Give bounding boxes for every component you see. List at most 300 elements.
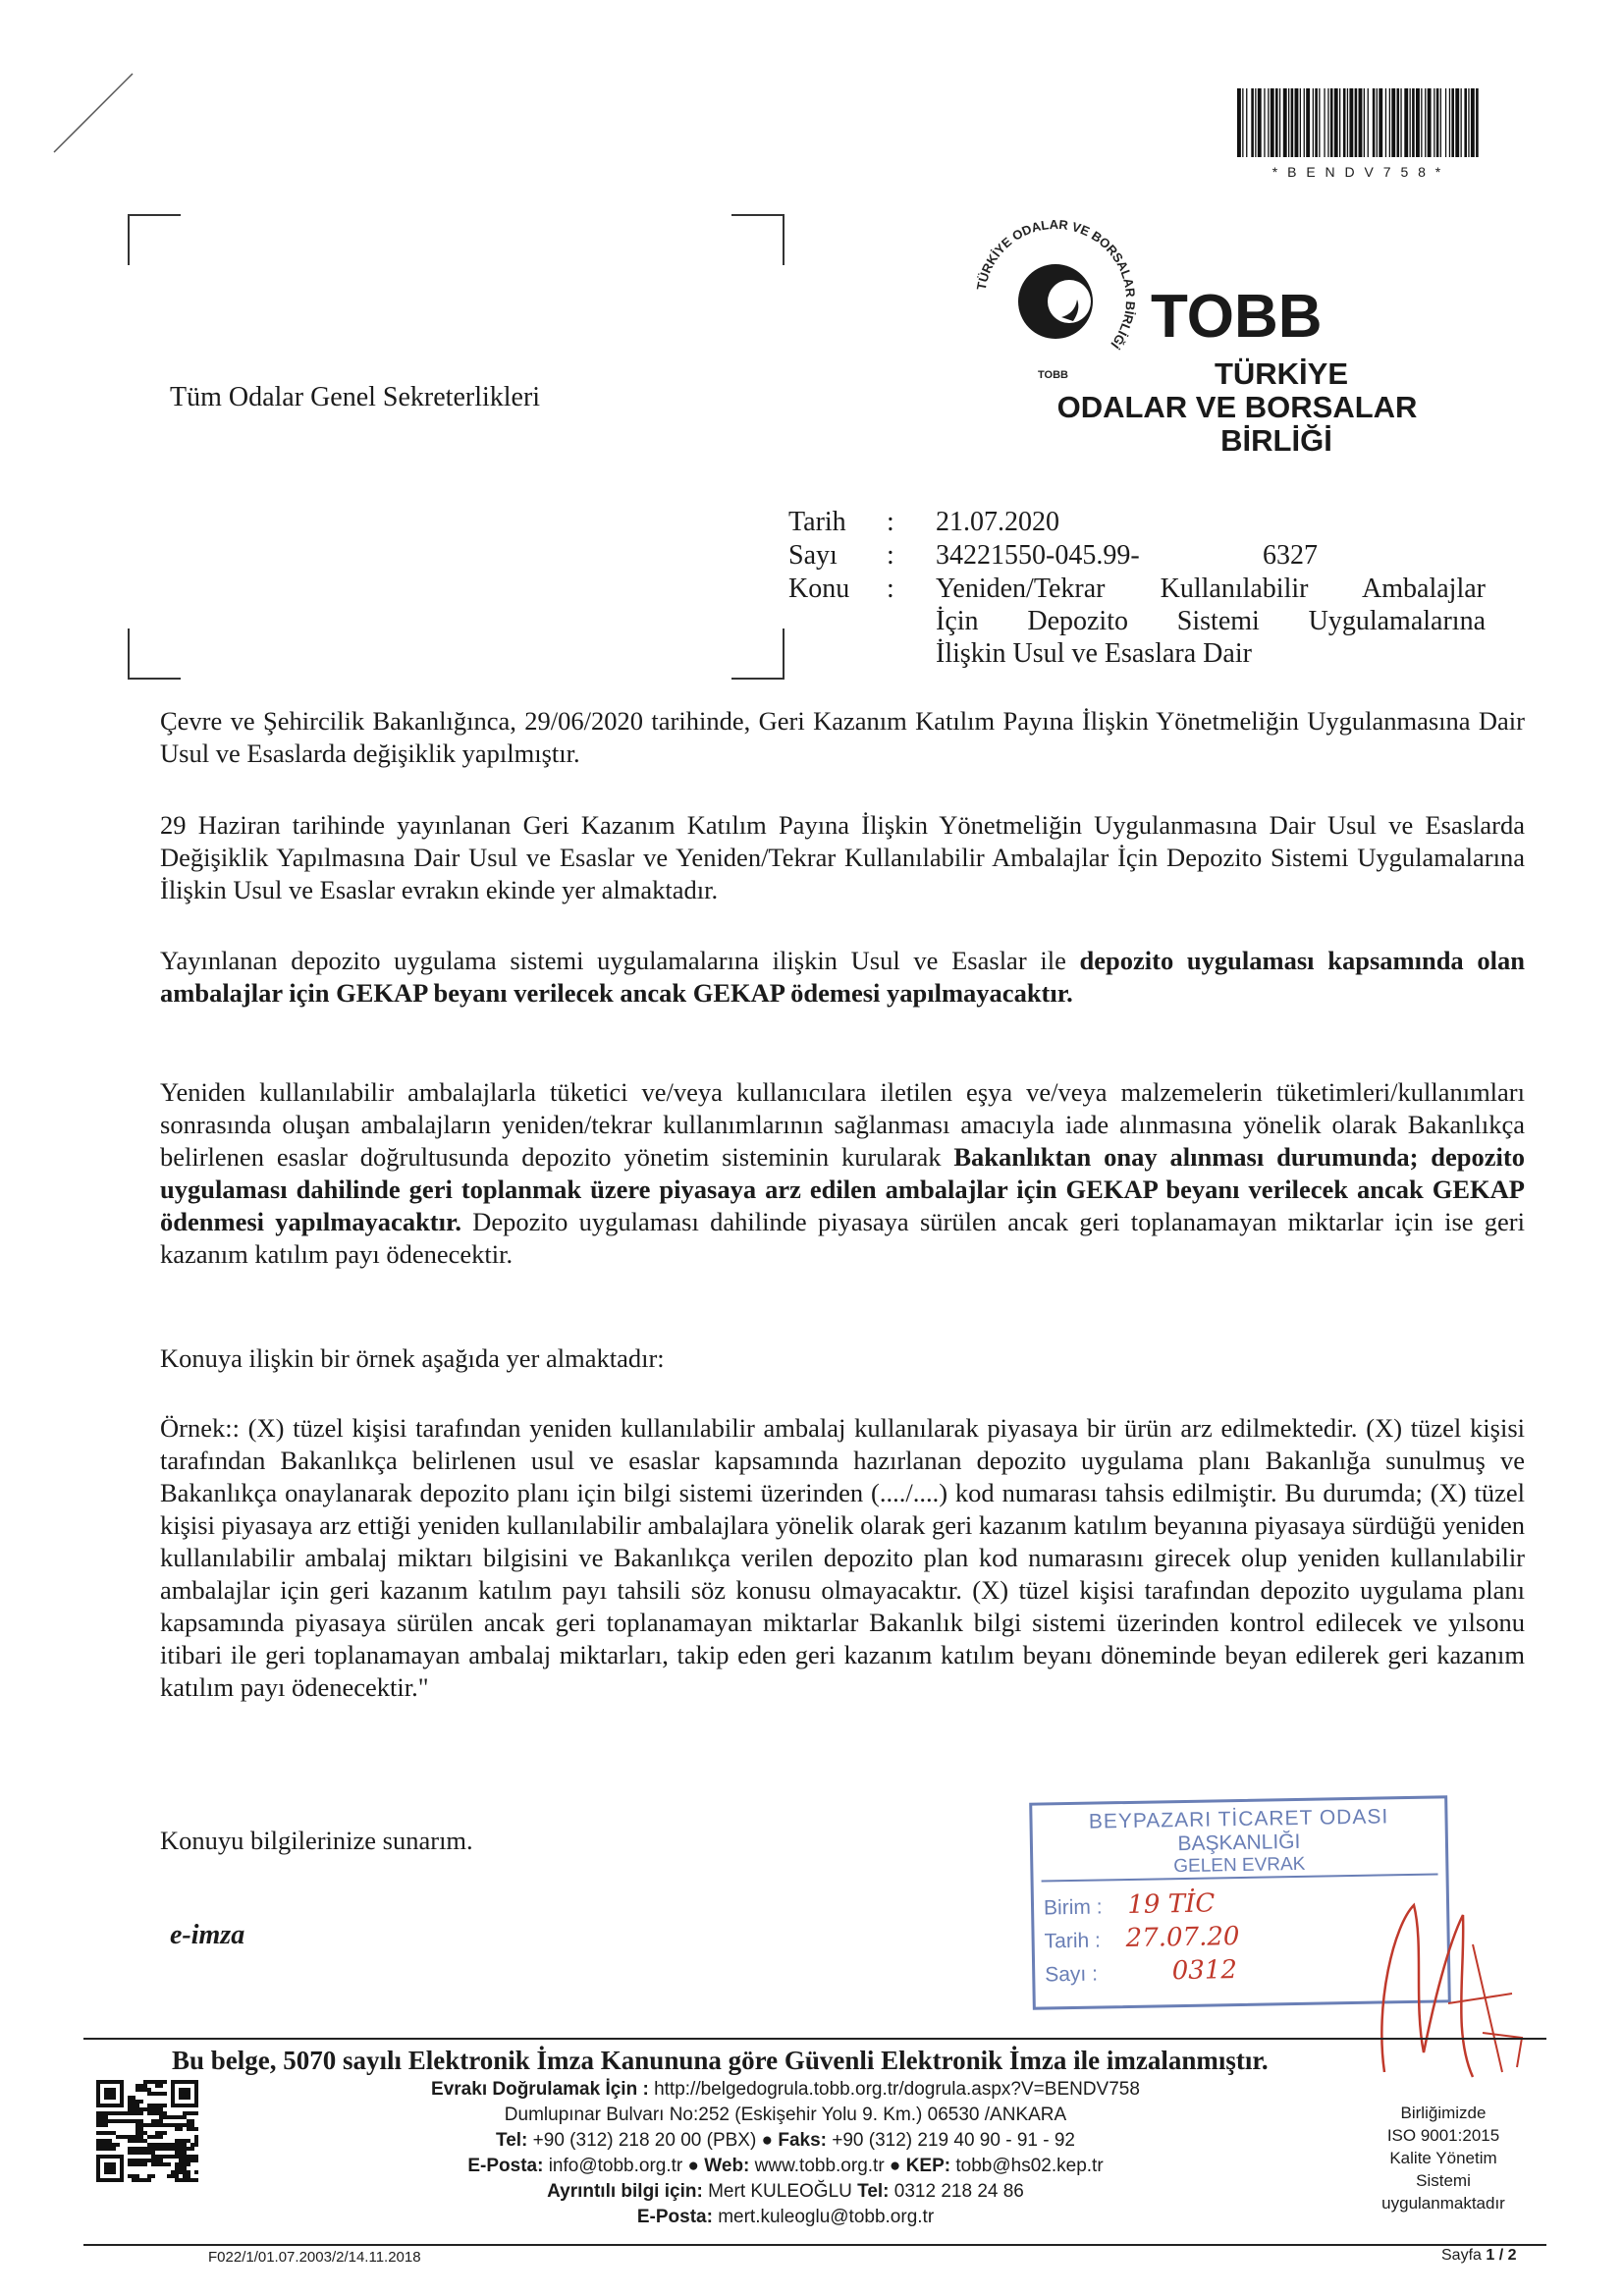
qr-cell — [112, 2104, 116, 2107]
qr-cell — [167, 2143, 171, 2147]
barcode-bar — [1476, 88, 1479, 157]
qr-cell — [163, 2143, 167, 2147]
qr-cell — [187, 2170, 190, 2174]
qr-cell — [96, 2088, 100, 2092]
qr-cell — [159, 2080, 163, 2084]
qr-cell — [120, 2119, 124, 2123]
qr-cell — [163, 2092, 167, 2096]
qr-cell — [159, 2135, 163, 2139]
iso-line5: uygulanmaktadır — [1381, 2194, 1505, 2213]
qr-cell — [187, 2104, 190, 2107]
barcode-bar — [1255, 88, 1256, 157]
qr-cell — [187, 2080, 190, 2084]
qr-cell — [104, 2115, 108, 2119]
qr-cell — [120, 2174, 124, 2178]
paragraph-4-normal-2: Depozito uygulaması dahilinde piyasaya sürülen ancak geri toplanamayan miktarlar için ise geri kazanım katılım payı ödenecektir. — [160, 1207, 1525, 1269]
fax-value: +90 (312) 219 40 90 - 91 - 92 — [832, 2130, 1075, 2151]
qr-cell — [128, 2135, 132, 2139]
qr-cell — [155, 2107, 159, 2111]
contact-email-label: E-Posta: — [636, 2207, 713, 2227]
qr-cell — [147, 2092, 151, 2096]
stamp-tarih-value: 27.07.20 — [1125, 1922, 1240, 1954]
qr-cell — [194, 2178, 198, 2182]
qr-cell — [108, 2143, 112, 2147]
qr-cell — [163, 2104, 167, 2107]
barcode-bar — [1319, 88, 1320, 157]
esign-notice: Bu belge, 5070 sayılı Elektronik İmza Kanununa göre Güvenli Elektronik İmza ile imzalanmıştır. — [172, 2046, 1269, 2075]
qr-cell — [132, 2111, 135, 2115]
qr-cell — [112, 2088, 116, 2092]
org-name-line2: ODALAR VE BORSALAR — [1056, 390, 1418, 424]
qr-cell — [183, 2143, 187, 2147]
web-row: E-Posta: info@tobb.org.tr ● Web: www.tobb.org.tr ● KEP: tobb@hs02.kep.tr — [467, 2156, 1104, 2176]
qr-cell — [143, 2151, 147, 2155]
qr-cell — [139, 2159, 143, 2162]
barcode-bar — [1468, 88, 1469, 157]
qr-cell — [175, 2151, 179, 2155]
qr-cell — [120, 2111, 124, 2115]
qr-cell — [175, 2115, 179, 2119]
qr-cell — [104, 2111, 108, 2115]
qr-cell — [183, 2166, 187, 2170]
qr-cell — [132, 2135, 135, 2139]
qr-cell — [108, 2139, 112, 2143]
qr-cell — [183, 2092, 187, 2096]
qr-cell — [171, 2147, 175, 2151]
barcode-bar — [1339, 88, 1340, 157]
verify-label: Evrakı Doğrulamak İçin : — [431, 2079, 649, 2100]
qr-cell — [175, 2162, 179, 2166]
barcode-bar — [1283, 88, 1287, 157]
qr-cell — [139, 2178, 143, 2182]
qr-cell — [132, 2096, 135, 2100]
qr-cell — [183, 2159, 187, 2162]
web-value[interactable]: www.tobb.org.tr — [754, 2156, 885, 2176]
qr-cell — [151, 2119, 155, 2123]
qr-cell — [139, 2111, 143, 2115]
qr-cell — [155, 2131, 159, 2135]
barcode-bar — [1428, 88, 1432, 157]
qr-cell — [171, 2104, 175, 2107]
barcode-bar — [1242, 88, 1243, 157]
qr-cell — [179, 2080, 183, 2084]
qr-cell — [159, 2115, 163, 2119]
qr-cell — [108, 2088, 112, 2092]
contact-label: Ayrıntılı bilgi için: — [547, 2181, 703, 2202]
contact-tel-value: 0312 218 24 86 — [893, 2181, 1024, 2202]
qr-cell — [104, 2092, 108, 2096]
qr-cell — [143, 2159, 147, 2162]
qr-cell — [143, 2178, 147, 2182]
qr-cell — [139, 2162, 143, 2166]
qr-cell — [190, 2159, 194, 2162]
qr-cell — [175, 2127, 179, 2131]
paragraph-6: Örnek:: (X) tüzel kişisi tarafından yeniden kullanılabilir ambalaj kullanılarak piyasaya bir ürün arz edilmektedir. (X) tüzel kişisi tarafından Bakanlıkça belirlenen usul ve esaslar kapsamında hazırlanan depozito uygulama planı Bakanlığa sunulmuş ve Bakanlıkça onaylanarak depozito planı için bilgi sistemi üzerinden (..../....) kod numarası tahsis edilmiştir. Bu durumda; (X) tüzel kişisi piyasaya arz ettiği yeniden kullanılabilir ambalajlara yönelik olarak geri kazanım katılım beyanına piyasaya sürdüğü yeniden kullanılabilir ambalaj miktarı bilgisini ve Bakanlıkça verilen depozito plan kod numarasını girecek olup yeniden kullanılabilir ambalajlar için geri kazanım katılım payı tahsili söz konusu olmayacaktır. (X) tüzel kişisi tarafından depozito uygulama planı kapsamında piyasaya sürülen ancak geri toplanamayan miktarlar Bakanlık bilgi sistemi üzerinden kontrol edilecek ve yılsonu itibari ile geri toplanamayan ambalaj miktarları, takip eden geri kazanım katılım beyanı döneminde beyan edilerek geri kazanım katılım payı ödenecektir." — [160, 1413, 1525, 1702]
qr-cell — [179, 2170, 183, 2174]
date-label: Tarih — [788, 507, 846, 537]
qr-cell — [183, 2147, 187, 2151]
qr-cell — [112, 2131, 116, 2135]
qr-cell — [151, 2107, 155, 2111]
date-value: 21.07.2020 — [936, 507, 1059, 537]
barcode-bar — [1440, 88, 1441, 157]
qr-cell — [139, 2088, 143, 2092]
contact-email-value[interactable]: mert.kuleoglu@tobb.org.tr — [718, 2207, 935, 2227]
iso-line1: Birliğimizde — [1400, 2104, 1487, 2122]
qr-cell — [151, 2092, 155, 2096]
qr-cell — [159, 2104, 163, 2107]
iso-line3: Kalite Yönetim — [1389, 2149, 1497, 2167]
qr-cell — [175, 2170, 179, 2174]
paragraph-4 — [160, 1076, 1525, 1271]
barcode-bar — [1436, 88, 1439, 157]
qr-cell — [108, 2119, 112, 2123]
qr-cell — [135, 2159, 139, 2162]
qr-cell — [139, 2147, 143, 2151]
qr-cell — [116, 2143, 120, 2147]
qr-cell — [179, 2139, 183, 2143]
qr-cell — [104, 2155, 108, 2159]
barcode-bar — [1355, 88, 1358, 157]
qr-cell — [120, 2080, 124, 2084]
qr-cell — [135, 2162, 139, 2166]
qr-cell — [112, 2096, 116, 2100]
barcode-bar — [1397, 88, 1400, 157]
qr-cell — [100, 2080, 104, 2084]
qr-cell — [183, 2104, 187, 2107]
qr-cell — [155, 2143, 159, 2147]
qr-cell — [179, 2151, 183, 2155]
subject-line3: İlişkin Usul ve Esaslara Dair — [936, 638, 1252, 669]
qr-cell — [128, 2174, 132, 2178]
qr-cell — [100, 2178, 104, 2182]
qr-cell — [171, 2170, 175, 2174]
verify-url[interactable]: http://belgedogrula.tobb.org.tr/dogrula.aspx?V=BENDV758 — [654, 2079, 1140, 2100]
barcode-bar — [1300, 88, 1301, 157]
barcode-bar — [1258, 88, 1262, 157]
qr-cell — [163, 2123, 167, 2127]
qr-cell — [116, 2111, 120, 2115]
qr-cell — [179, 2115, 183, 2119]
barcode-bar — [1268, 88, 1269, 157]
qr-cell — [135, 2084, 139, 2088]
qr-cell — [187, 2174, 190, 2178]
qr-cell — [159, 2147, 163, 2151]
qr-cell — [159, 2143, 163, 2147]
handwritten-signature — [1355, 1886, 1551, 2082]
qr-cell — [96, 2111, 100, 2115]
qr-cell — [147, 2104, 151, 2107]
qr-cell — [194, 2104, 198, 2107]
qr-cell — [187, 2162, 190, 2166]
qr-cell — [132, 2162, 135, 2166]
qr-cell — [108, 2131, 112, 2135]
qr-cell — [96, 2119, 100, 2123]
qr-cell — [179, 2162, 183, 2166]
qr-cell — [183, 2155, 187, 2159]
qr-cell — [108, 2080, 112, 2084]
qr-cell — [151, 2151, 155, 2155]
qr-cell — [135, 2131, 139, 2135]
qr-cell — [175, 2155, 179, 2159]
qr-cell — [104, 2104, 108, 2107]
qr-cell — [159, 2107, 163, 2111]
qr-cell — [96, 2096, 100, 2100]
qr-cell — [108, 2170, 112, 2174]
barcode-bar — [1461, 88, 1462, 157]
barcode-bar — [1391, 88, 1395, 157]
barcode-bar — [1306, 88, 1310, 157]
qr-cell — [151, 2143, 155, 2147]
qr-cell — [116, 2080, 120, 2084]
qr-cell — [143, 2147, 147, 2151]
qr-cell — [159, 2162, 163, 2166]
qr-cell — [104, 2131, 108, 2135]
qr-cell — [120, 2088, 124, 2092]
qr-cell — [155, 2123, 159, 2127]
qr-cell — [190, 2143, 194, 2147]
qr-cell — [183, 2088, 187, 2092]
qr-cell — [128, 2162, 132, 2166]
iso-notice — [1360, 2102, 1527, 2214]
barcode-bar — [1271, 88, 1274, 157]
qr-cell — [100, 2139, 104, 2143]
barcode-bar — [1330, 88, 1333, 157]
qr-cell — [175, 2139, 179, 2143]
qr-cell — [190, 2123, 194, 2127]
barcode-bar — [1385, 88, 1386, 157]
qr-cell — [171, 2080, 175, 2084]
barcode-bar — [1315, 88, 1318, 157]
qr-cell — [171, 2123, 175, 2127]
qr-cell — [96, 2115, 100, 2119]
kep-value[interactable]: tobb@hs02.kep.tr — [955, 2156, 1104, 2176]
qr-code — [96, 2080, 198, 2182]
qr-cell — [187, 2178, 190, 2182]
qr-cell — [128, 2096, 132, 2100]
qr-cell — [104, 2123, 108, 2127]
qr-cell — [112, 2170, 116, 2174]
qr-cell — [147, 2143, 151, 2147]
barcode-bar — [1324, 88, 1325, 157]
barcode-bar — [1364, 88, 1365, 157]
qr-cell — [194, 2084, 198, 2088]
barcode-bar — [1410, 88, 1411, 157]
subject-label: Konu — [788, 574, 850, 604]
qr-cell — [143, 2107, 147, 2111]
qr-cell — [112, 2092, 116, 2096]
org-name — [1041, 357, 1434, 458]
address-corner-tr — [731, 214, 784, 265]
qr-cell — [96, 2155, 100, 2159]
qr-cell — [116, 2104, 120, 2107]
qr-cell — [171, 2096, 175, 2100]
qr-cell — [112, 2178, 116, 2182]
qr-cell — [135, 2139, 139, 2143]
qr-cell — [100, 2111, 104, 2115]
qr-cell — [187, 2123, 190, 2127]
web-label: Web: — [704, 2156, 750, 2176]
qr-cell — [190, 2127, 194, 2131]
subject-value — [936, 573, 1486, 670]
qr-cell — [147, 2111, 151, 2115]
org-name-line3: BİRLİĞİ — [1220, 423, 1332, 458]
phone-row: Tel: +90 (312) 218 20 00 (PBX) ● Faks: +90 (312) 219 40 90 - 91 - 92 — [496, 2130, 1075, 2151]
verify-row — [295, 2077, 1276, 2103]
stamp-tarih-label: Tarih : — [1044, 1929, 1102, 1953]
qr-cell — [194, 2080, 198, 2084]
qr-cell — [147, 2088, 151, 2092]
qr-cell — [171, 2115, 175, 2119]
qr-cell — [135, 2111, 139, 2115]
qr-cell — [143, 2131, 147, 2135]
paragraph-3-normal: Yayınlanan depozito uygulama sistemi uygulamalarına ilişkin Usul ve Esaslar ile — [160, 946, 1080, 975]
qr-cell — [179, 2155, 183, 2159]
qr-cell — [151, 2111, 155, 2115]
qr-cell — [179, 2159, 183, 2162]
qr-cell — [132, 2104, 135, 2107]
tel-value: +90 (312) 218 20 00 (PBX) — [532, 2130, 757, 2151]
e-signature-mark: e-imza — [170, 1920, 245, 1950]
qr-cell — [190, 2111, 194, 2115]
subject-line1: Yeniden/Tekrar Kullanılabilir Ambalajlar — [936, 574, 1486, 604]
qr-cell — [120, 2162, 124, 2166]
qr-cell — [187, 2127, 190, 2131]
qr-cell — [139, 2151, 143, 2155]
qr-cell — [179, 2166, 183, 2170]
qr-cell — [183, 2170, 187, 2174]
qr-cell — [96, 2123, 100, 2127]
qr-cell — [179, 2178, 183, 2182]
address-corner-tl — [128, 214, 181, 265]
qr-cell — [155, 2104, 159, 2107]
qr-cell — [175, 2178, 179, 2182]
barcode-bar — [1264, 88, 1265, 157]
qr-cell — [151, 2159, 155, 2162]
contact-name: Mert KULEOĞLU — [708, 2181, 852, 2202]
barcode-bar — [1246, 88, 1247, 157]
paragraph-3 — [160, 945, 1525, 1010]
qr-cell — [175, 2104, 179, 2107]
qr-cell — [159, 2092, 163, 2096]
qr-cell — [171, 2155, 175, 2159]
qr-cell — [112, 2119, 116, 2123]
qr-cell — [147, 2159, 151, 2162]
qr-cell — [187, 2111, 190, 2115]
tel-label: Tel: — [496, 2130, 528, 2151]
qr-cell — [139, 2119, 143, 2123]
qr-cell — [139, 2135, 143, 2139]
qr-cell — [135, 2088, 139, 2092]
qr-cell — [96, 2084, 100, 2088]
qr-cell — [147, 2123, 151, 2127]
paragraph-1: Çevre ve Şehircilik Bakanlığınca, 29/06/2020 tarihinde, Geri Kazanım Katılım Payına İlişkin Yönetmeliğin Uygulanmasına Dair Usul ve Esaslarda değişiklik yapılmıştır. — [160, 706, 1525, 768]
qr-cell — [135, 2174, 139, 2178]
qr-cell — [128, 2104, 132, 2107]
barcode-bar — [1404, 88, 1408, 157]
qr-cell — [187, 2155, 190, 2159]
qr-cell — [167, 2147, 171, 2151]
qr-cell — [163, 2155, 167, 2159]
qr-cell — [183, 2151, 187, 2155]
qr-cell — [128, 2100, 132, 2104]
date-colon: : — [887, 507, 894, 537]
form-code: F022/1/01.07.2003/2/14.11.2018 — [208, 2249, 421, 2266]
qr-cell — [171, 2092, 175, 2096]
qr-cell — [194, 2111, 198, 2115]
page-label: Sayfa — [1441, 2247, 1482, 2264]
qr-cell — [151, 2080, 155, 2084]
barcode-bar — [1291, 88, 1294, 157]
qr-cell — [104, 2166, 108, 2170]
paragraph-2: 29 Haziran tarihinde yayınlanan Geri Kazanım Katılım Payına İlişkin Yönetmeliğin Uygulanmasına Dair Usul ve Esaslarda Değişiklik Yapılmasına Dair Usul ve Esaslar ve Yeniden/Tekrar Kullanılabilir Ambalajlar İçin Depozito Sistemi Uygulamalarına İlişkin Usul ve Esaslar evrakın ekinde yer almaktadır. — [160, 810, 1525, 904]
address-row: Dumlupınar Bulvarı No:252 (Eskişehir Yolu 9. Km.) 06530 /ANKARA — [504, 2105, 1067, 2125]
qr-cell — [187, 2088, 190, 2092]
number-value: 34221550-045.99- — [936, 540, 1140, 571]
qr-cell — [179, 2092, 183, 2096]
qr-cell — [175, 2166, 179, 2170]
qr-cell — [120, 2135, 124, 2139]
barcode-bars — [1235, 88, 1481, 157]
qr-cell — [96, 2174, 100, 2178]
barcode-bar — [1288, 88, 1289, 157]
qr-cell — [167, 2115, 171, 2119]
qr-cell — [179, 2104, 183, 2107]
barcode-bar — [1373, 88, 1376, 157]
qr-cell — [159, 2123, 163, 2127]
footer-contact — [295, 2077, 1276, 2230]
qr-cell — [163, 2131, 167, 2135]
barcode-bar — [1412, 88, 1415, 157]
barcode-bar — [1251, 88, 1254, 157]
barcode-bar — [1347, 88, 1348, 157]
qr-cell — [183, 2174, 187, 2178]
qr-cell — [108, 2147, 112, 2151]
barcode-bar — [1389, 88, 1390, 157]
stamp-birim-label: Birim : — [1043, 1895, 1103, 1920]
stamp-sayi-label: Sayı : — [1045, 1962, 1099, 1987]
qr-cell — [132, 2174, 135, 2178]
qr-cell — [163, 2080, 167, 2084]
qr-cell — [104, 2139, 108, 2143]
qr-cell — [135, 2178, 139, 2182]
barcode-bar — [1343, 88, 1346, 157]
qr-cell — [194, 2088, 198, 2092]
qr-cell — [128, 2139, 132, 2143]
barcode-bar — [1464, 88, 1467, 157]
iso-line2: ISO 9001:2015 — [1386, 2126, 1500, 2145]
qr-cell — [183, 2162, 187, 2166]
qr-cell — [190, 2080, 194, 2084]
qr-cell — [183, 2096, 187, 2100]
qr-cell — [139, 2084, 143, 2088]
qr-cell — [155, 2147, 159, 2151]
qr-cell — [116, 2119, 120, 2123]
qr-cell — [120, 2170, 124, 2174]
qr-cell — [135, 2119, 139, 2123]
recipient: Tüm Odalar Genel Sekreterlikleri — [170, 382, 541, 412]
qr-cell — [128, 2119, 132, 2123]
qr-cell — [190, 2178, 194, 2182]
barcode-bar — [1327, 88, 1328, 157]
qr-cell — [179, 2127, 183, 2131]
qr-cell — [120, 2096, 124, 2100]
contact-row — [295, 2179, 1276, 2205]
barcode-bar — [1471, 88, 1475, 157]
qr-cell — [112, 2143, 116, 2147]
email-value[interactable]: info@tobb.org.tr — [548, 2156, 683, 2176]
footer-separator-top — [83, 2038, 1546, 2040]
